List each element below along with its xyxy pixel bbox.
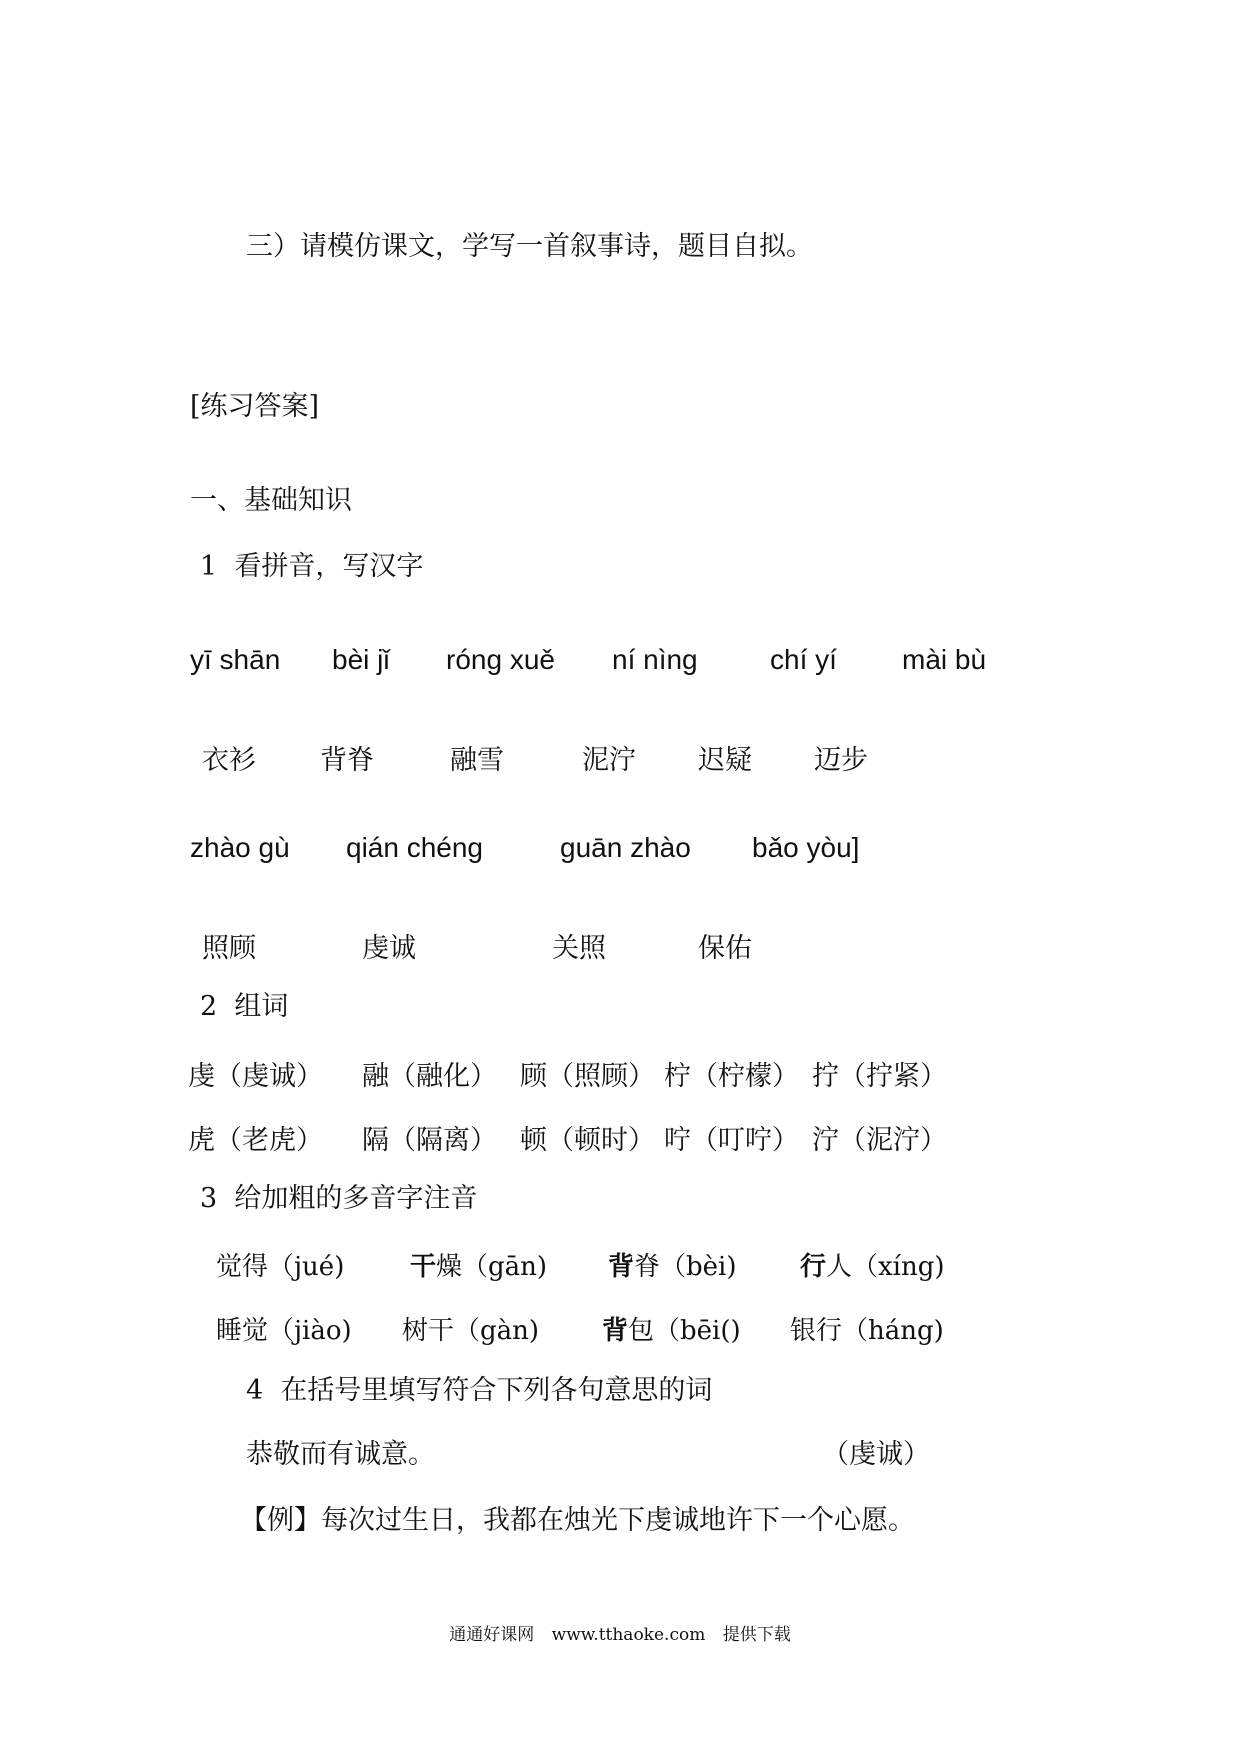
pinyin-item: guān zhào	[560, 832, 691, 863]
word-group: 顾（照顾）	[520, 1061, 655, 1092]
word-group: 咛（叮咛）	[664, 1125, 799, 1156]
polyphone-item	[608, 1246, 737, 1283]
pinyin-item: bèi jǐ	[332, 644, 390, 675]
section3-prompt: 三）请模仿课文，学写一首叙事诗，题目自拟。	[246, 231, 813, 262]
bold-char: 背	[602, 1316, 629, 1346]
footer-site-name: 通通好课网	[449, 1625, 535, 1645]
item-rest: 觉得（jué)	[216, 1252, 345, 1282]
polyphone-item	[790, 1310, 944, 1347]
q4-definition: 恭敬而有诚意。	[246, 1439, 435, 1470]
word-group: 拧（拧紧）	[812, 1061, 947, 1092]
q4-example: 【例】每次过生日，我都在烛光下虔诚地许下一个心愿。	[240, 1505, 915, 1536]
q2-label: 2 组词	[200, 991, 289, 1022]
hanzi-item: 关照	[552, 933, 606, 964]
bold-char: 背	[608, 1252, 635, 1282]
pinyin-item: qián chéng	[346, 832, 484, 863]
item-rest: 树干（gàn)	[402, 1316, 540, 1346]
pinyin-item: bǎo yòu]	[752, 832, 860, 863]
polyphone-item	[800, 1246, 945, 1283]
footer-suffix: 提供下载	[722, 1625, 791, 1645]
page-footer	[0, 1620, 1240, 1645]
word-group: 隔（隔离）	[362, 1125, 497, 1156]
part1-heading: 一、基础知识	[190, 485, 352, 516]
footer-url: www.tthaoke.com	[551, 1625, 706, 1645]
hanzi-item: 衣衫	[202, 745, 256, 776]
pinyin-item: róng xuě	[446, 644, 555, 675]
polyphone-item	[602, 1310, 741, 1347]
hanzi-item: 泥泞	[582, 745, 636, 776]
item-rest: 银行（háng)	[790, 1316, 944, 1346]
item-rest: 燥（gān)	[436, 1252, 548, 1282]
pinyin-item: ní nìng	[612, 644, 698, 675]
hanzi-item: 融雪	[450, 745, 504, 776]
hanzi-item: 迈步	[814, 745, 868, 776]
word-group: 顿（顿时）	[520, 1125, 655, 1156]
q4-label: 4 在括号里填写符合下列各句意思的词	[246, 1375, 713, 1406]
item-rest: 包（bēi()	[628, 1316, 741, 1346]
item-rest: 脊（bèi)	[634, 1252, 737, 1282]
word-group: 融（融化）	[362, 1061, 497, 1092]
polyphone-item	[410, 1246, 547, 1283]
polyphone-item	[216, 1310, 352, 1347]
hanzi-item: 照顾	[202, 933, 256, 964]
hanzi-item: 保佑	[698, 933, 752, 964]
hanzi-item: 虔诚	[362, 933, 416, 964]
word-group: 虎（老虎）	[188, 1125, 323, 1156]
q4-answer: （虔诚）	[822, 1439, 930, 1470]
word-group: 泞（泥泞）	[812, 1125, 947, 1156]
hanzi-item: 迟疑	[698, 745, 752, 776]
pinyin-item: mài bù	[902, 644, 987, 675]
answers-heading: [练习答案]	[190, 391, 320, 422]
pinyin-item: yī shān	[190, 644, 281, 675]
polyphone-item	[216, 1246, 344, 1283]
q3-label: 3 给加粗的多音字注音	[200, 1183, 478, 1214]
hanzi-item: 背脊	[320, 745, 374, 776]
pinyin-item: chí yí	[770, 644, 837, 675]
q1-label: 1 看拼音，写汉字	[200, 551, 424, 582]
word-group: 虔（虔诚）	[188, 1061, 323, 1092]
word-group: 柠（柠檬）	[664, 1061, 799, 1092]
polyphone-item	[402, 1310, 539, 1347]
pinyin-item: zhào gù	[190, 832, 290, 863]
item-rest: 睡觉（jiào)	[216, 1316, 352, 1346]
bold-char: 行	[800, 1252, 827, 1282]
bold-char: 干	[410, 1252, 437, 1282]
item-rest: 人（xíng)	[826, 1252, 945, 1282]
